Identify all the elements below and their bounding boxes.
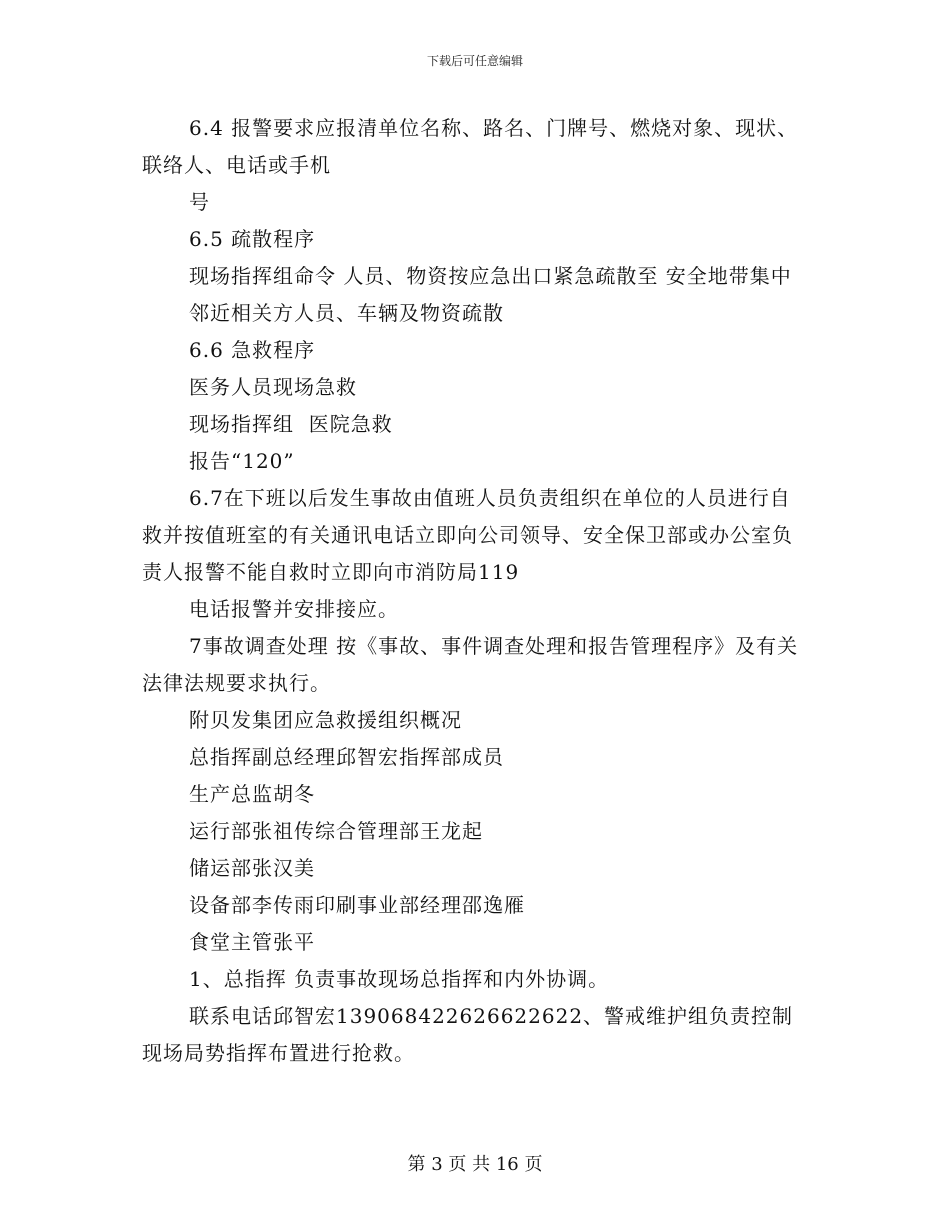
paragraph: 7事故调查处理 按《事故、事件调查处理和报告管理程序》及有关法律法规要求执行。 bbox=[142, 634, 799, 695]
paragraph: 总指挥副总经理邱智宏指挥部成员 bbox=[189, 745, 504, 769]
page-number-footer: 第 3 页 共 16 页 bbox=[407, 1154, 543, 1175]
paragraph: 6.4 报警要求应报清单位名称、路名、门牌号、燃烧对象、现状、联络人、电话或手机 bbox=[142, 116, 799, 177]
paragraph: 附贝发集团应急救援组织概况 bbox=[189, 708, 462, 732]
paragraph: 报告“120” bbox=[189, 449, 295, 473]
paragraph: 号 bbox=[189, 190, 210, 214]
paragraph: 1、总指挥 负责事故现场总指挥和内外协调。 bbox=[189, 967, 610, 991]
page-header-note: 下载后可任意编辑 bbox=[426, 54, 523, 68]
paragraph: 邻近相关方人员、车辆及物资疏散 bbox=[189, 301, 504, 325]
paragraph: 食堂主管张平 bbox=[189, 930, 315, 954]
paragraph: 现场指挥组 医院急救 bbox=[189, 412, 393, 436]
paragraph: 电话报警并安排接应。 bbox=[189, 597, 399, 621]
paragraph: 医务人员现场急救 bbox=[189, 375, 357, 399]
paragraph: 储运部张汉美 bbox=[189, 856, 315, 880]
paragraph: 设备部李传雨印刷事业部经理邵逸雁 bbox=[189, 893, 525, 917]
document-body bbox=[142, 110, 810, 1072]
paragraph: 6.5 疏散程序 bbox=[189, 227, 316, 251]
paragraph: 6.7在下班以后发生事故由值班人员负责组织在单位的人员进行自救并按值班室的有关通讯电话立即向公司领导、安全保卫部或办公室负责人报警不能自救时立即向市消防局119 bbox=[142, 486, 793, 584]
paragraph: 现场指挥组命令 人员、物资按应急出口紧急疏散至 安全地带集中 bbox=[189, 264, 792, 288]
paragraph: 6.6 急救程序 bbox=[189, 338, 316, 362]
paragraph: 联系电话邱智宏139068422626622622、警戒维护组负责控制现场局势指挥布置进行抢救。 bbox=[142, 1004, 794, 1065]
paragraph: 运行部张祖传综合管理部王龙起 bbox=[189, 819, 483, 843]
paragraph: 生产总监胡冬 bbox=[189, 782, 315, 806]
